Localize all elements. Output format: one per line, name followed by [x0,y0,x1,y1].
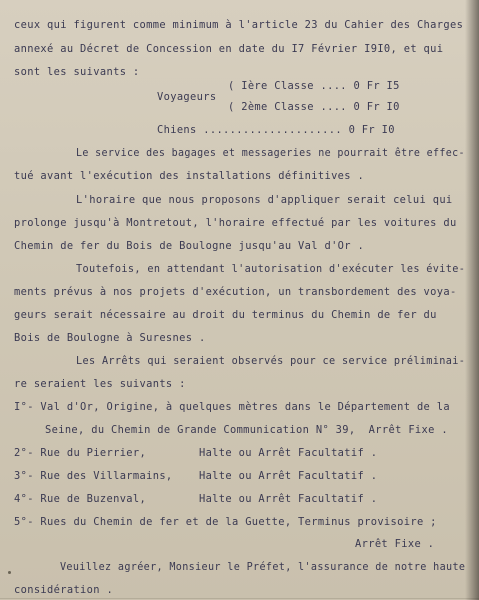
stop-item-1-continued: Seine, du Chemin de Grande Communication N° 39, Arrêt Fixe . [45,424,448,436]
text-line: Les Arrêts qui seraient observés pour ce service préliminai- [76,355,466,367]
text-line: prolonge jusqu'à Montretout, l'horaire effectué par les voitures du [14,217,457,229]
closing-line: considération . [14,584,114,596]
text-line: ceux qui figurent comme minimum à l'article 23 du Cahier des Charges [14,19,464,31]
text-line: tué avant l'exécution des installations définitives . [14,170,365,182]
text-line: re seraient les suivants : [14,378,186,390]
stop-item-5-status: Arrêt Fixe . [355,538,435,550]
text-line: L'horaire que nous proposons d'appliquer serait celui qui [76,194,453,206]
text-line: Le service des bagages et messageries ne pourrait être effec- [76,147,465,159]
fare-dogs: Chiens ..................... 0 Fr I0 [157,124,395,136]
text-line: Chemin de fer du Bois de Boulogne jusqu'au Val d'Or . [14,240,365,252]
stop-item-1: I°- Val d'Or, Origine, à quelques mètres dans le Département de la [14,401,450,413]
fare-label-voyageurs: Voyageurs [157,91,217,103]
closing-line: Veuillez agréer, Monsieur le Préfet, l'assurance de notre haute [60,561,466,573]
paper-mark [8,571,11,574]
fare-second-class: ( 2ème Classe .... 0 Fr I0 [228,101,400,113]
page-edge [0,598,479,599]
stop-item-4: 4°- Rue de Buzenval, Halte ou Arrêt Facultatif . [14,493,378,505]
text-line: Bois de Boulogne à Suresnes . [14,332,206,344]
stop-item-3: 3°- Rue des Villarmains, Halte ou Arrêt Facultatif . [14,470,378,482]
text-line: geurs serait nécessaire au droit du terminus du Chemin de fer du [14,309,437,321]
text-line: ments prévus à nos projets d'exécution, un transbordement des voya- [14,286,457,298]
stop-item-2: 2°- Rue du Pierrier, Halte ou Arrêt Facultatif . [14,447,378,459]
fare-first-class: ( Ière Classe .... 0 Fr I5 [228,80,400,92]
text-line: Toutefois, en attendant l'autorisation d'exécuter les évite- [76,263,466,275]
text-line: annexé au Décret de Concession en date du I7 Février I9I0, et qui [14,43,444,55]
text-line: sont les suivants : [14,66,140,78]
stop-item-5: 5°- Rues du Chemin de fer et de la Guette, Terminus provisoire ; [14,516,437,528]
